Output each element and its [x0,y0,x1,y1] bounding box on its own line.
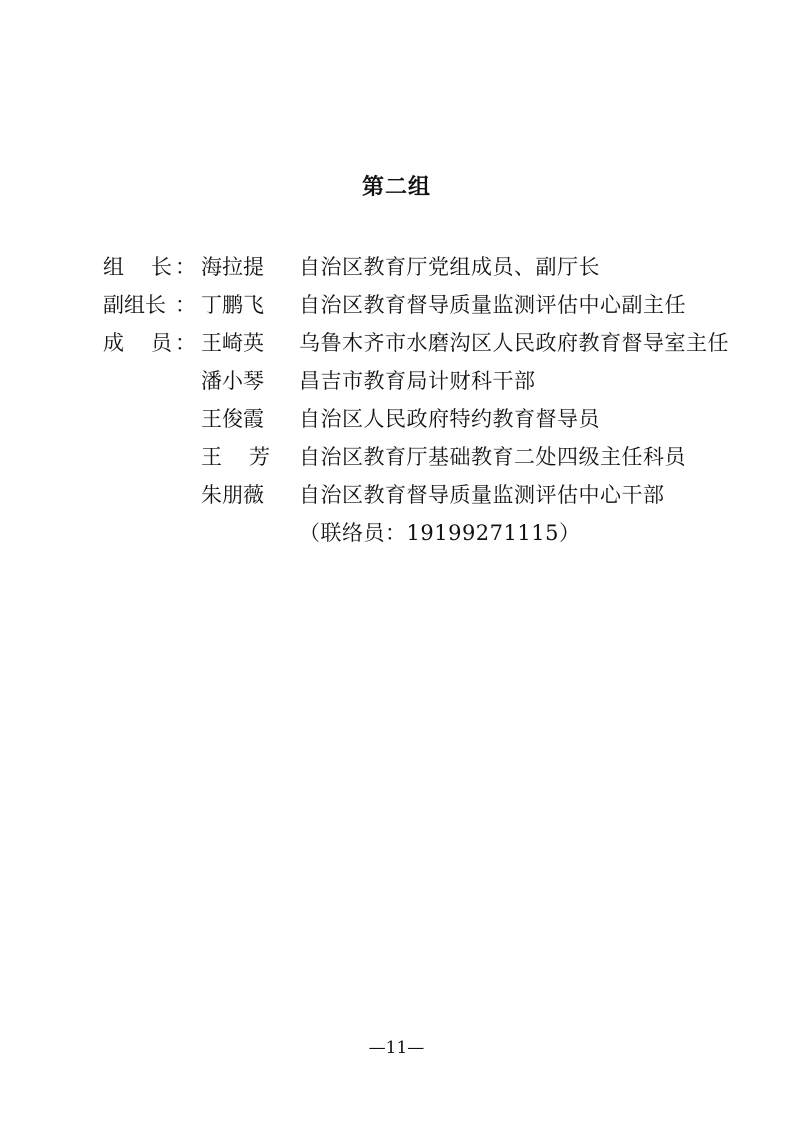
page-title: 第二组 [361,175,431,200]
member-title: 乌鲁木齐市水磨沟区人民政府教育督导室主任 [299,331,729,355]
member-name: 海拉提 [201,255,264,279]
member-name: 王俊霞 [201,407,264,431]
member-title: 自治区教育督导质量监测评估中心干部 [299,483,665,507]
page-number: —11— [368,1038,425,1058]
role-colon: ： [175,255,196,279]
liaison-contact: （联络员：19199271115） [299,521,581,545]
member-name: 潘小琴 [201,369,264,393]
member-title: 自治区教育督导质量监测评估中心副主任 [299,293,686,317]
member-name: 王崎英 [201,331,264,355]
role-colon: ： [175,293,196,317]
role-char: 长 [151,255,172,279]
member-name: 朱朋薇 [201,483,264,507]
member-title: 自治区教育厅党组成员、副厅长 [299,255,600,279]
name-char: 王 [201,445,222,469]
role-text: 副组长 [103,293,166,317]
role-char: 组 [103,255,124,279]
role-char: 员 [151,331,172,355]
member-title: 昌吉市教育局计财科干部 [299,369,536,393]
role-colon: ： [175,331,196,355]
role-char: 成 [103,331,124,355]
member-title: 自治区人民政府特约教育督导员 [299,407,600,431]
name-char: 芳 [249,445,270,469]
member-name: 丁鹏飞 [201,293,264,317]
member-title: 自治区教育厅基础教育二处四级主任科员 [299,445,686,469]
